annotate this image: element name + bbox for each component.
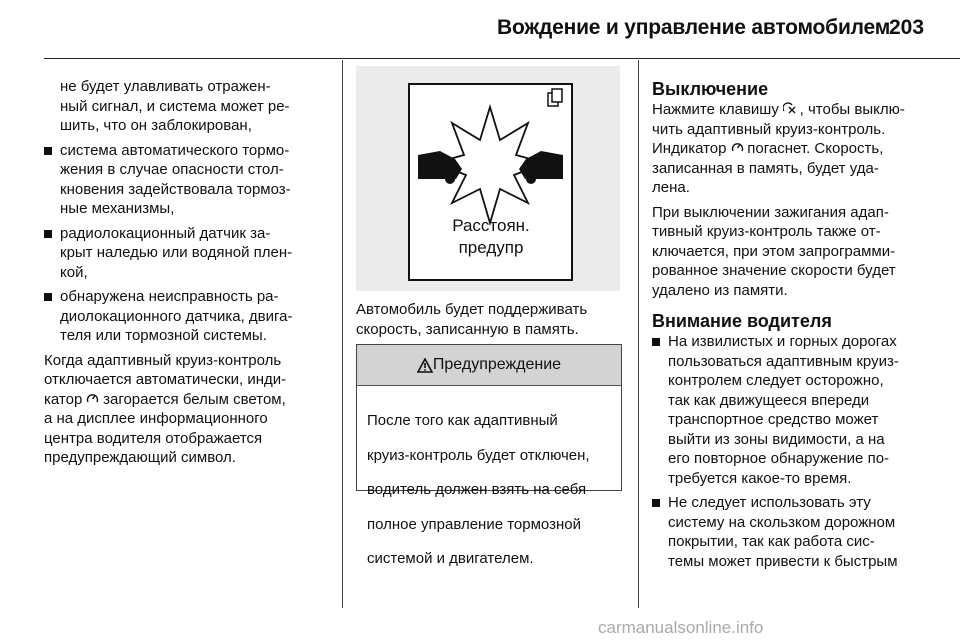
text-line: ный сигнал, и система может ре- xyxy=(60,97,290,115)
text-line: тивный круиз-контроль также от- xyxy=(652,223,881,240)
text-fragment: погаснет. Скорость, xyxy=(747,140,884,157)
page-title: Вождение и управление автомобилем xyxy=(497,16,891,39)
text-line: система автоматического тормо- xyxy=(60,141,290,159)
text-line: Автомобиль будет поддерживать xyxy=(356,301,588,318)
text-line: Когда адаптивный круиз-контроль xyxy=(44,351,282,369)
text-fragment: Нажмите клавишу xyxy=(652,101,779,118)
text-line: круиз-контроль будет отключен, xyxy=(367,446,590,464)
bullet-icon xyxy=(652,338,660,346)
section-heading: Выключение xyxy=(652,79,769,99)
text-line: его повторное обнаружение по- xyxy=(668,450,890,467)
text-line: выйти из зоны видимости, а на xyxy=(668,430,885,448)
text-fragment: , чтобы выклю- xyxy=(799,101,905,118)
text-line: чить адаптивный круиз-контроль. xyxy=(652,120,886,138)
text-line: рованное значение скорости будет xyxy=(652,262,896,279)
text-line: При выключении зажигания адап- xyxy=(652,203,889,221)
page-header xyxy=(0,0,960,50)
warning-title: Предупреждение xyxy=(432,356,562,373)
text-line: требуется какое-то время. xyxy=(668,469,852,487)
text-line: так как движущееся впереди xyxy=(668,391,870,409)
bullet-icon xyxy=(44,230,52,238)
text-line: темы может привести к быстрым xyxy=(668,552,898,570)
text-line: После того как адаптивный xyxy=(367,412,558,429)
text-line: удалено из памяти. xyxy=(652,281,788,299)
text-line: кновения задействовала тормоз- xyxy=(60,180,291,198)
text-line: ные механизмы, xyxy=(60,200,175,217)
text-line: водитель должен взять на себя xyxy=(367,481,587,498)
text-line: лена. xyxy=(652,179,690,196)
text-line: отключается автоматически, инди- xyxy=(44,371,287,388)
section-heading: Внимание водителя xyxy=(652,311,832,331)
text-line: теля или тормозной системы. xyxy=(60,327,267,344)
text-line: обнаружена неисправность ра- xyxy=(60,288,279,305)
text-line: центра водителя отображается xyxy=(44,429,263,447)
text-line: а на дисплее информационного xyxy=(44,410,268,427)
cruise-indicator-icon xyxy=(731,141,748,156)
text-line xyxy=(652,139,952,159)
list-item xyxy=(652,493,952,571)
warning-triangle-icon xyxy=(417,358,433,373)
figure-caption xyxy=(356,300,626,339)
cruise-cancel-button-icon xyxy=(783,102,800,117)
text-fragment: катор xyxy=(44,390,83,408)
header-rule xyxy=(44,58,960,59)
text-line: записанная в память, будет уда- xyxy=(652,159,879,177)
text-line: покрытии, так как работа сис- xyxy=(668,533,875,550)
list-item xyxy=(652,332,952,488)
text-line xyxy=(652,100,952,120)
bullet-icon xyxy=(44,293,52,301)
bullet-icon xyxy=(652,499,660,507)
column-divider-right xyxy=(638,60,639,608)
text-line: системой и двигателем. xyxy=(367,550,534,567)
text-line: полное управление тормозной xyxy=(367,515,581,533)
text-line: предупреждающий символ. xyxy=(44,449,236,466)
text-line: крыт наледью или водяной плен- xyxy=(60,244,293,261)
text-line: не будет улавливать отражен- xyxy=(60,78,271,95)
warning-box xyxy=(356,344,622,567)
text-line: пользоваться адаптивным круиз- xyxy=(668,352,899,370)
text-line: кой, xyxy=(60,263,88,281)
text-line: жения в случае опасности стол- xyxy=(60,161,284,178)
warning-header xyxy=(357,345,621,386)
text-line: шить, что он заблокирован, xyxy=(60,117,252,134)
list-item xyxy=(44,141,334,219)
text-line xyxy=(44,390,334,410)
text-line: транспортное средство может xyxy=(668,411,879,428)
figure-label: предупр xyxy=(458,238,524,257)
text-fragment: загорается белым светом, xyxy=(103,390,286,408)
text-fragment: Индикатор xyxy=(652,140,727,157)
text-line: диолокационного датчика, двига- xyxy=(60,307,293,325)
bullet-icon xyxy=(44,147,52,155)
warning-body xyxy=(357,386,621,569)
list-item xyxy=(44,224,334,283)
dashboard-figure xyxy=(356,66,620,291)
text-line: Не следует использовать эту xyxy=(668,494,871,511)
left-column xyxy=(44,77,334,468)
cruise-indicator-icon xyxy=(86,392,103,407)
list-item xyxy=(44,287,334,346)
text-line: контролем следует осторожно, xyxy=(668,372,884,389)
page-number: 203 xyxy=(889,16,925,39)
figure-label: Расстоян. xyxy=(452,216,530,235)
text-line: радиолокационный датчик за- xyxy=(60,224,271,242)
column-divider-left xyxy=(342,60,343,608)
text-line: На извилистых и горных дорогах xyxy=(668,333,897,350)
right-column xyxy=(652,78,952,571)
text-line: систему на скользком дорожном xyxy=(668,513,896,531)
text-line: ключается, при этом запрограмми- xyxy=(652,242,896,260)
watermark: carmanualsonline.info xyxy=(598,618,764,637)
text-line: скорость, записанную в память. xyxy=(356,320,579,338)
